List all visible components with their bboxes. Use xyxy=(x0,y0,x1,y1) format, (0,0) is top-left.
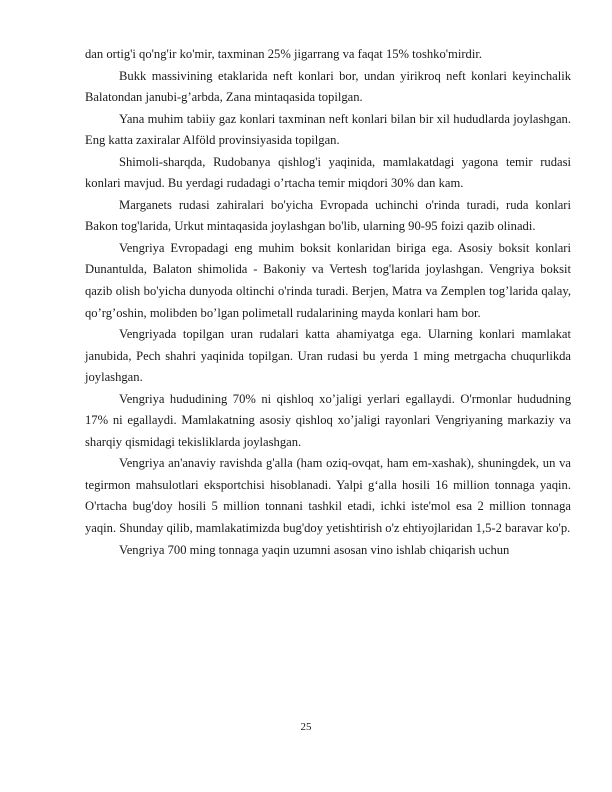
paragraph-bauxite: Vengriya Evropadagi eng muhim boksit konlaridan biriga ega. Asosiy boksit konlari Dunantulda, Balaton shimolida - Bakoniy va Vertesh tog'larida joylashgan. Vengriya boksit qazib olish bo'yicha dunyoda oltinchi o'rinda turadi. Berjen, Matra va Zemplen tog’larida qalay, qo’rg’oshin, molibden bo’lgan polimetall rudalarining mayda konlari ham bor. xyxy=(85,240,571,320)
paragraph-natural-gas: Yana muhim tabiiy gaz konlari taxminan neft konlari bilan bir xil hududlarda joylashgan. Eng katta zaxiralar Alföld provinsiyasida topilgan. xyxy=(85,111,571,148)
paragraph-oil: Bukk massivining etaklarida neft konlari bor, undan yirikroq neft konlari keyinchalik Balatondan janubi-g’arbda, Zana mintaqasida topilgan. xyxy=(85,68,571,105)
paragraph-agriculture: Vengriya hududining 70% ni qishloq xo’jaligi yerlari egallaydi. O'rmonlar hududning 17% ni egallaydi. Mamlakatning asosiy qishloq xo’jaligi rayonlari Vengriyaning markaziy va sharqiy qismidagi tekisliklarda joylashgan. xyxy=(85,391,571,449)
paragraph-coal-continuation: dan ortig'i qo'ng'ir ko'mir, taxminan 25% jigarrang va faqat 15% toshko'mirdir. xyxy=(85,47,482,61)
paragraph-grain: Vengriya an'anaviy ravishda g'alla (ham oziq-ovqat, ham em-xashak), shuningdek, un va tegirmon mahsulotlari eksportchisi hisoblanadi. Yalpi g‘alla hosili 16 million tonnaga yaqin. O'rtacha bug'doy hosili 5 million tonnani tashkil etadi, ichki iste'mol esa 2 million tonnaga yaqin. Shunday qilib, mamlakatimizda bug'doy yetishtirish o'z ehtiyojlaridan 1,5-2 baravar ko'p. xyxy=(85,456,571,536)
paragraph-uranium: Vengriyada topilgan uran rudalari katta ahamiyatga ega. Ularning konlari mamlakat janubida, Pech shahri yaqinida topilgan. Uran rudasi bu yerda 1 ming metrgacha chuqurlikda joylashgan. xyxy=(85,327,571,385)
body-text xyxy=(85,44,571,561)
paragraph-manganese: Marganets rudasi zahiralari bo'yicha Evropada uchinchi o'rinda turadi, ruda konlari Bakon tog'larida, Urkut mintaqasida joylashgan bo'lib, ularning 90-95 foizi qazib olinadi. xyxy=(85,197,571,234)
paragraph-grapes: Vengriya 700 ming tonnaga yaqin uzumni asosan vino ishlab chiqarish uchun xyxy=(119,542,510,557)
paragraph-iron-ore: Shimoli-sharqda, Rudobanya qishlog'i yaqinida, mamlakatdagi yagona temir rudasi konlari mavjud. Bu yerdagi rudadagi o’rtacha temir miqdori 30% dan kam. xyxy=(85,154,571,191)
page-number: 25 xyxy=(300,721,312,733)
